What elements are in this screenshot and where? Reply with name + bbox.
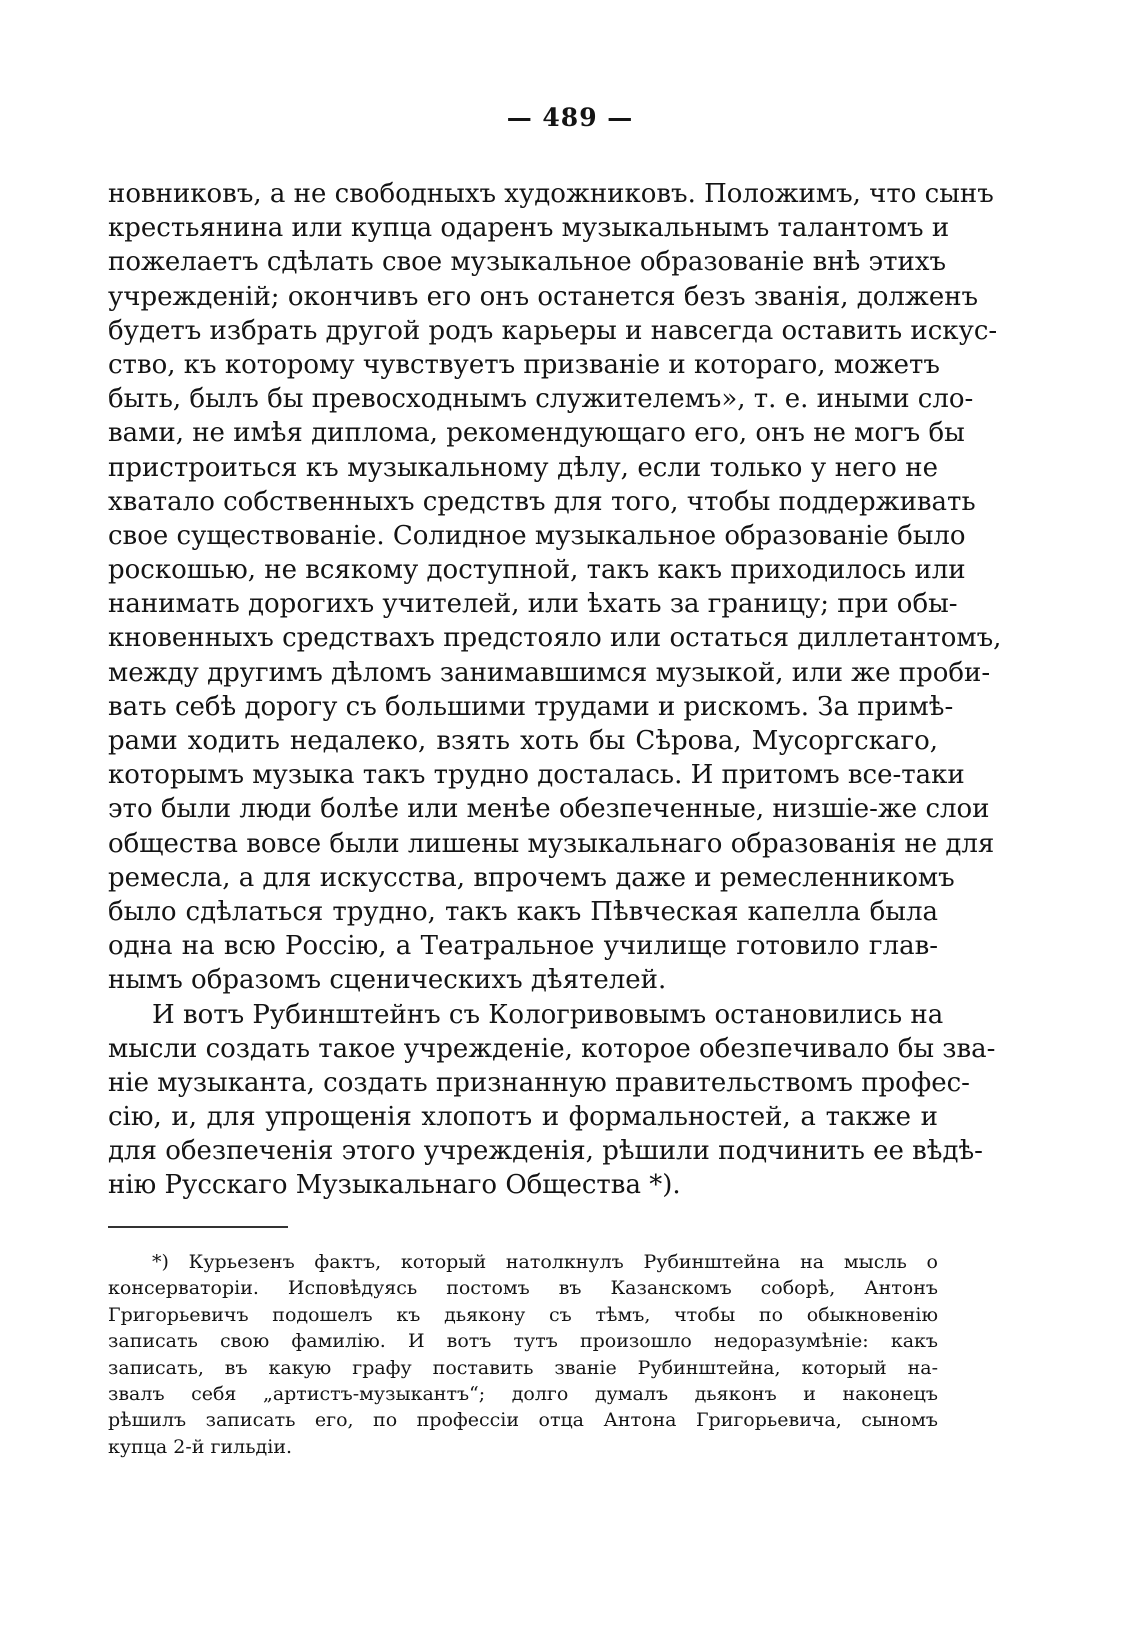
text-line: ство, къ которому чувствуетъ призваніе и котораго, можетъ [108, 349, 940, 380]
text-line: будетъ избрать другой родъ карьеры и навсегда оставить искус- [108, 315, 998, 346]
footnote-line: рѣшилъ записать его, по профессіи отца Антона Григорьевича, сыномъ [108, 1409, 938, 1432]
text-line: для обезпеченія этого учрежденія, рѣшили подчинить ее вѣдѣ- [108, 1136, 983, 1167]
text-line: ніе музыканта, создать признанную правительствомъ профес- [108, 1067, 970, 1098]
text-line: крестьянина или купца одаренъ музыкальнымъ талантомъ и [108, 213, 950, 244]
text-line: И вотъ Рубинштейнъ съ Кологривовымъ остановились на [152, 999, 944, 1030]
text-line: это были люди болѣе или менѣе обезпеченные, низшіе-же слои [108, 794, 990, 825]
footnote-line: Григорьевичъ подошелъ къ дьякону съ тѣмъ, чтобы по обыкновенію [108, 1303, 938, 1326]
footnote-line: купца 2-й гильдіи. [108, 1435, 293, 1458]
text-line: рами ходить недалеко, взять хоть бы Сѣрова, Мусоргскаго, [108, 726, 938, 756]
footnote-line: записать, въ какую графу поставить званіе Рубинштейна, который на- [108, 1356, 938, 1379]
main-text [108, 177, 1002, 1203]
text-line: свое существованіе. Солидное музыкальное образованіе было [108, 520, 966, 551]
text-line: ремесла, а для искусства, впрочемъ даже и ремесленникомъ [108, 862, 955, 893]
footnote-divider [108, 1226, 288, 1228]
text-line: было сдѣлаться трудно, такъ какъ Пѣвческая капелла была [108, 896, 938, 927]
text-line: вами, не имѣя диплома, рекомендующаго его, онъ не могъ бы [108, 418, 965, 449]
text-line: роскошью, не всякому доступной, такъ какъ приходилось или [108, 555, 966, 586]
text-line: нанимать дорогихъ учителей, или ѣхать за границу; при обы- [108, 589, 958, 620]
footnote-line: *) Курьезенъ фактъ, который натолкнулъ Рубинштейна на мысль о [152, 1251, 938, 1273]
footnote-line: записать свою фамилію. И вотъ тутъ произошло недоразумѣніе: какъ [108, 1330, 938, 1353]
text-line: хватало собственныхъ средствъ для того, чтобы поддерживать [108, 486, 976, 517]
footnote-line: консерваторіи. Исповѣдуясь постомъ въ Казанскомъ соборѣ, Антонъ [108, 1277, 938, 1300]
text-line: которымъ музыка такъ трудно досталась. И притомъ все-таки [108, 760, 965, 791]
text-line: между другимъ дѣломъ занимавшимся музыкой, или же проби- [108, 657, 991, 688]
text-line: пожелаетъ сдѣлать свое музыкальное образованіе внѣ этихъ [108, 247, 947, 278]
text-line: новниковъ, а не свободныхъ художниковъ. Положимъ, что сынъ [108, 179, 994, 209]
text-line: учрежденій; окончивъ его онъ останется безъ званія, долженъ [108, 281, 979, 312]
page-number: — 489 — [506, 103, 634, 132]
text-line: общества вовсе были лишены музыкальнаго образованія не для [108, 828, 995, 859]
text-line: нымъ образомъ сценическихъ дѣятелей. [108, 965, 667, 996]
text-line: вать себѣ дорогу съ большими трудами и рискомъ. За примѣ- [108, 691, 954, 722]
text-line: сію, и, для упрощенія хлопотъ и формальностей, а также и [108, 1102, 938, 1133]
text-line: быть, былъ бы превосходнымъ служителемъ», т. е. иными сло- [108, 384, 974, 415]
text-line: пристроиться къ музыкальному дѣлу, если только у него не [108, 452, 938, 483]
text-line: мысли создать такое учрежденіе, которое обезпечивало бы зва- [108, 1033, 996, 1064]
footnote-line: звалъ себя „артистъ-музыкантъ“; долго думалъ дьяконъ и наконецъ [108, 1382, 938, 1405]
text-line: нію Русскаго Музыкальнаго Общества *). [108, 1170, 681, 1201]
text-line: одна на всю Россію, а Театральное училище готовило глав- [108, 931, 938, 962]
text-line: кновенныхъ средствахъ предстояло или остаться диллетантомъ, [108, 623, 1002, 654]
footnote [108, 1249, 938, 1460]
